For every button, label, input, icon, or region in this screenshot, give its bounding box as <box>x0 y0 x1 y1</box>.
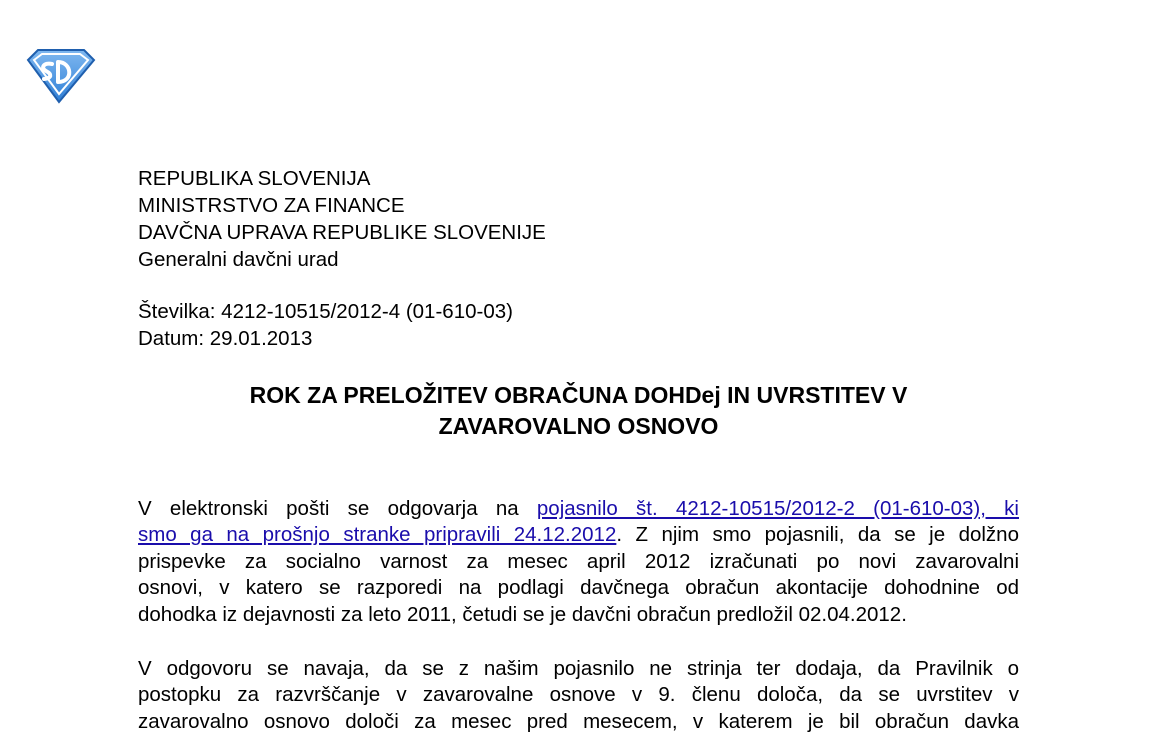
title-line-2: ZAVAROVALNO OSNOVO <box>438 413 719 439</box>
reference-link-part-1[interactable]: pojasnilo št. 4212-10515/2012-2 (01-610-03), ki <box>536 497 1019 520</box>
paragraph-1-line-3: prispevke za socialno varnost za mesec april 2012 izračunati po novi zavarovalni <box>138 549 1019 573</box>
document-title <box>138 380 1019 442</box>
paragraph-1-line-5: dohodka iz dejavnosti za leto 2011, četudi se je davčni obračun predložil 02.04.2012. <box>138 602 907 626</box>
sd-logo-icon <box>22 48 96 104</box>
header-line-ministry: MINISTRSTVO ZA FINANCE <box>138 194 405 217</box>
header-line-republic: REPUBLIKA SLOVENIJA <box>138 167 371 190</box>
title-line-1: ROK ZA PRELOŽITEV OBRAČUNA DOHDej IN UVRSTITEV V <box>249 382 908 408</box>
paragraph-1-intro: V elektronski pošti se odgovarja na <box>138 497 537 520</box>
institution-header <box>138 165 546 273</box>
header-line-tax-office: DAVČNA UPRAVA REPUBLIKE SLOVENIJE <box>138 221 546 244</box>
paragraph-1-after-link: . Z njim smo pojasnili, da se je dolžno <box>616 523 1019 547</box>
paragraph-2 <box>138 656 1019 735</box>
paragraph-1 <box>138 496 1019 628</box>
paragraph-1-line-4: osnovi, v katero se razporedi na podlagi davčnega obračun akontacije dohodnine od <box>138 576 1019 600</box>
paragraph-1-line-1 <box>138 496 1019 522</box>
paragraph-1-line-2 <box>138 522 1019 548</box>
reference-link-part-2[interactable]: smo ga na prošnjo stranke pripravili 24.12.2012 <box>138 523 617 547</box>
document-date: Datum: 29.01.2013 <box>138 327 313 350</box>
sd-logo <box>22 48 96 104</box>
paragraph-2-line-1: V odgovoru se navaja, da se z našim pojasnilo ne strinja ter dodaja, da Pravilnik o <box>138 657 1019 680</box>
paragraph-2-line-2: postopku za razvrščanje v zavarovalne osnove v 9. členu določa, da se uvrstitev v <box>138 683 1019 707</box>
paragraph-2-line-3: zavarovalno osnovo določi za mesec pred mesecem, v katerem je bil obračun davka <box>138 709 1019 733</box>
document-number: Številka: 4212-10515/2012-4 (01-610-03) <box>138 300 513 323</box>
header-line-general-office: Generalni davčni urad <box>138 248 339 271</box>
document-meta <box>138 298 513 352</box>
